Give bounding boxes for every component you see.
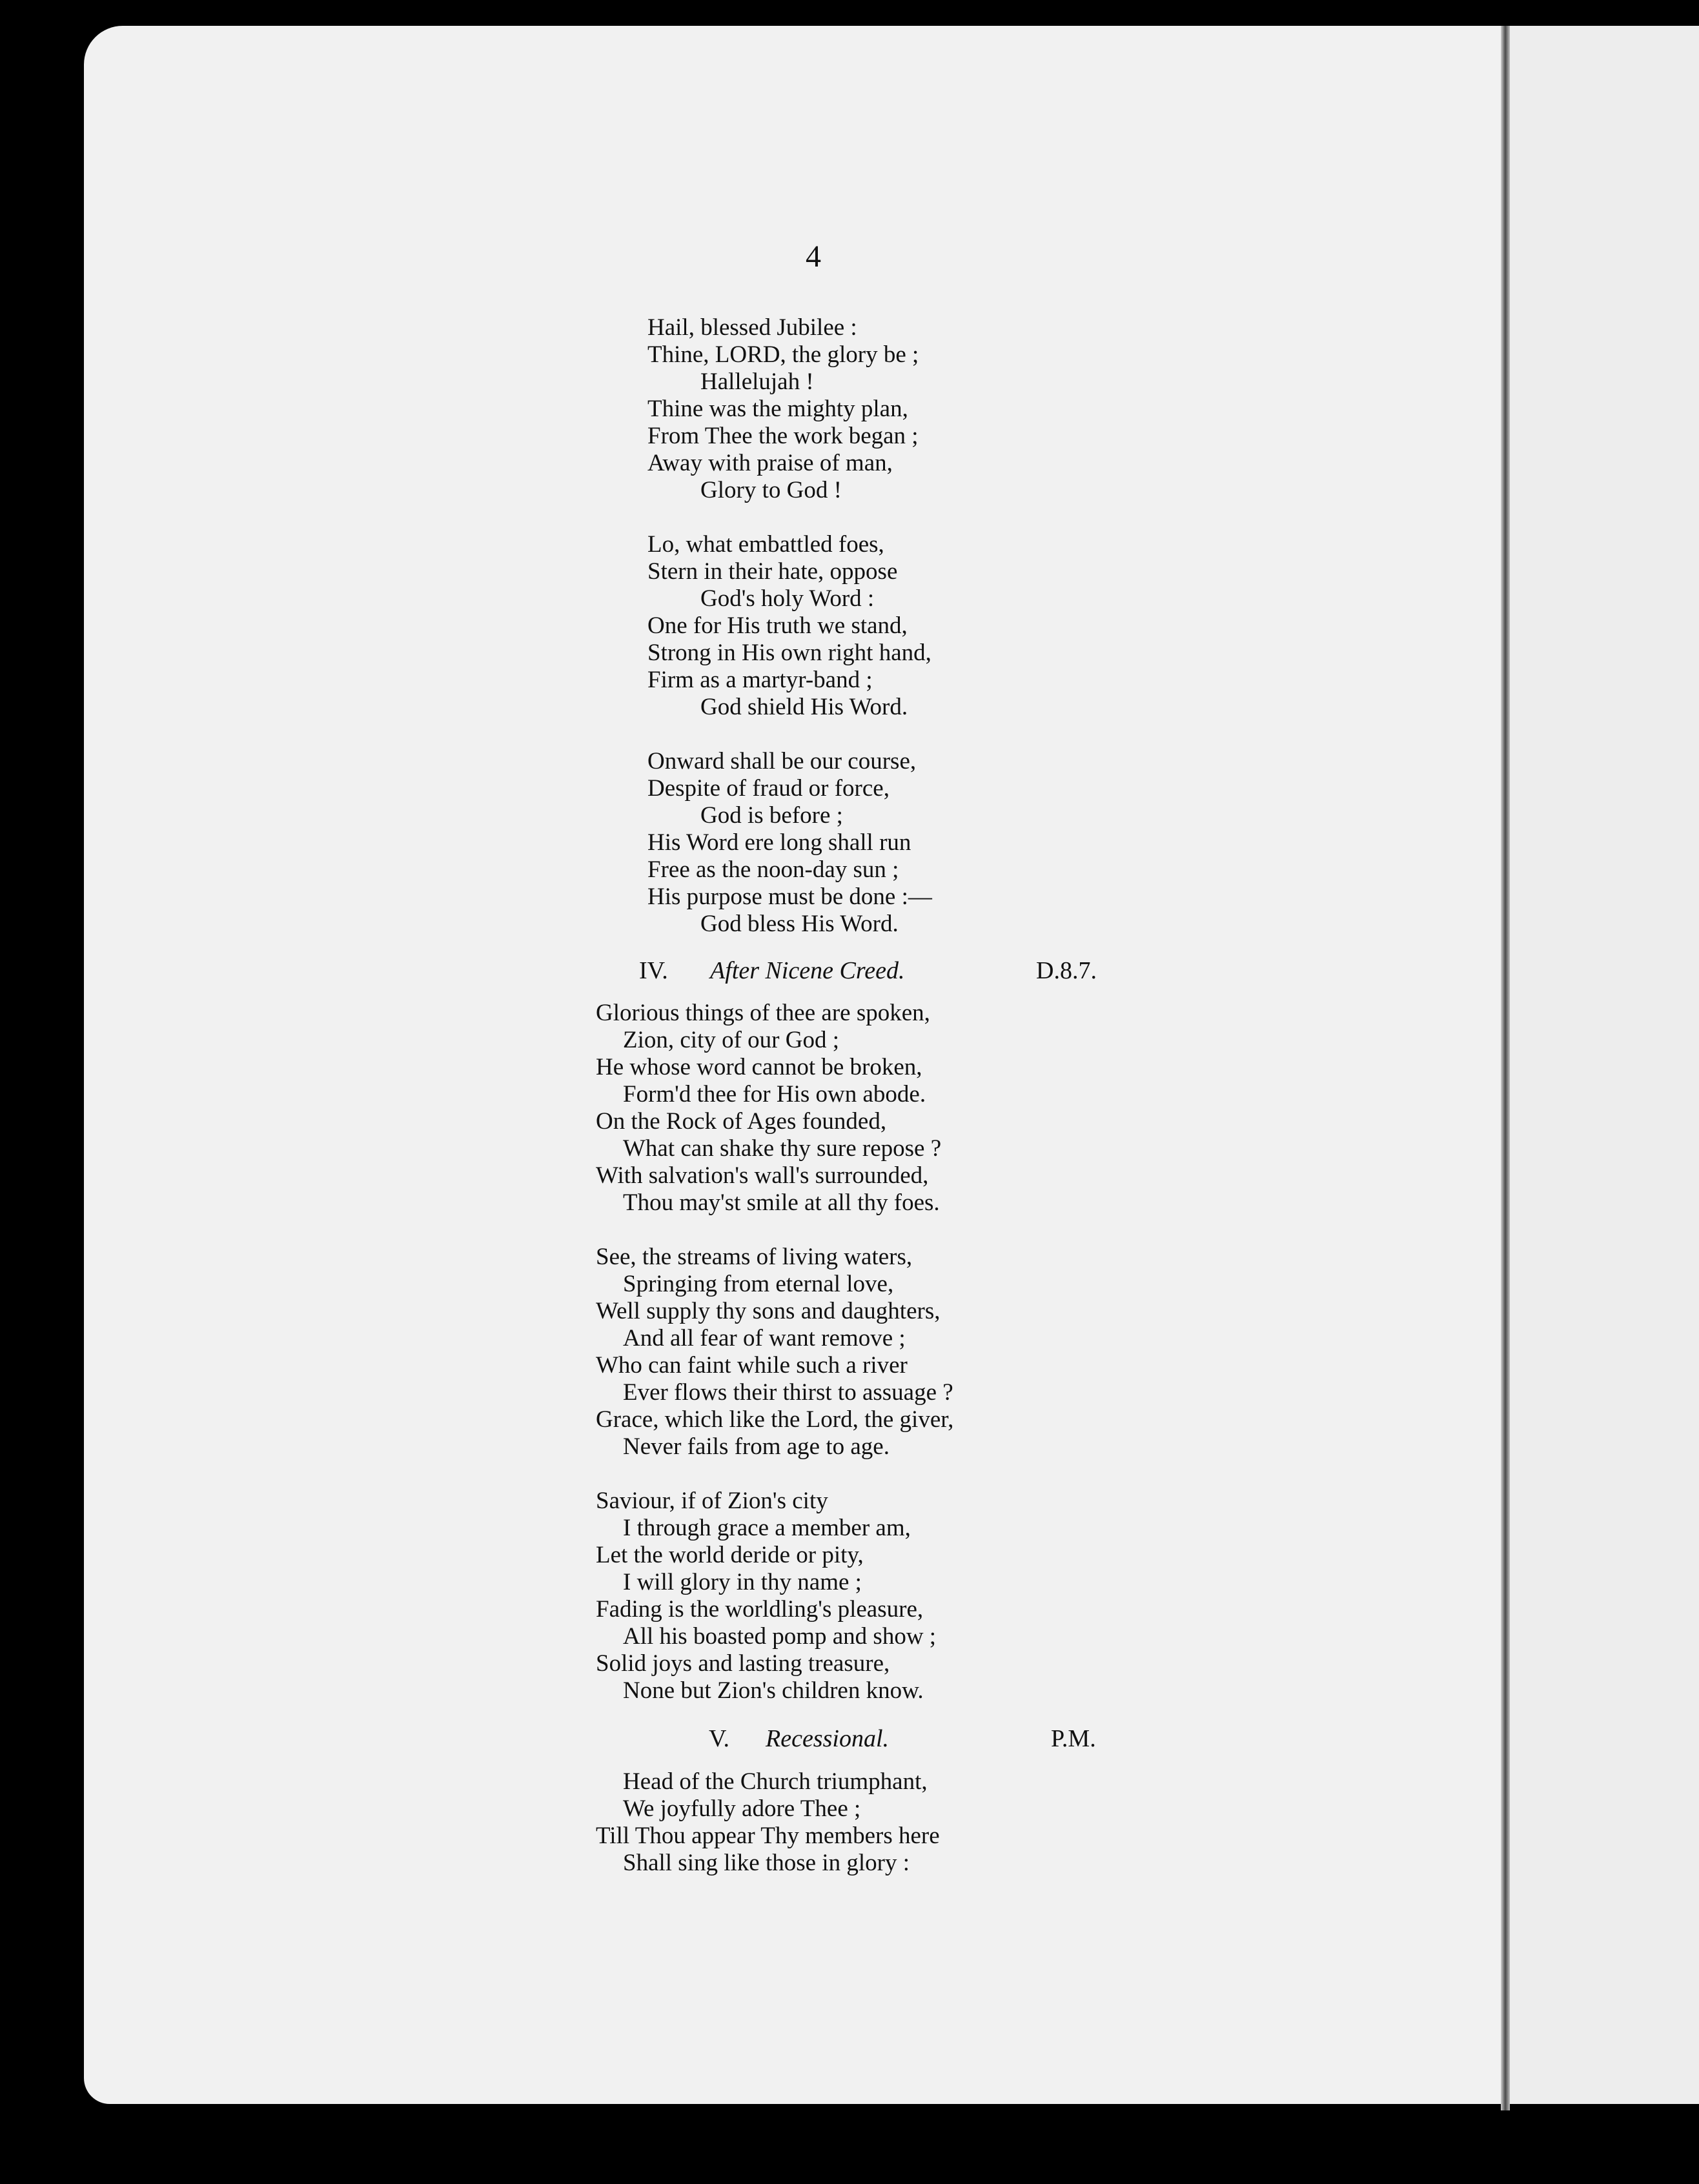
hymn-line: Grace, which like the Lord, the giver, [596,1406,954,1433]
hymn-line: Glorious things of thee are spoken, [596,1000,930,1026]
hymn-line: His purpose must be done :— [647,884,932,910]
hymn-number: V. [709,1725,730,1752]
hymn-line: Zion, city of our God ; [623,1027,840,1053]
hymn-line: Hail, blessed Jubilee : [647,314,857,341]
hymn-line: God bless His Word. [700,911,899,937]
hymn-line: Fading is the worldling's pleasure, [596,1596,924,1623]
hymn-line: Shall sing like those in glory : [623,1850,910,1876]
hymn-line: God shield His Word. [700,694,908,720]
hymn-line: Thine, LORD, the glory be ; [647,341,919,368]
hymn-line: One for His truth we stand, [647,612,908,639]
hymn-line: Never fails from age to age. [623,1433,890,1460]
hymn-meter: P.M. [1051,1725,1096,1752]
hymn-line: See, the streams of living waters, [596,1244,913,1270]
hymn-line: His Word ere long shall run [647,829,911,856]
hymn-title-text: After Nicene Creed. [710,957,905,984]
hymn-line: Who can faint while such a river [596,1352,908,1379]
hymn-line: God is before ; [700,802,843,829]
hymn-line: All his boasted pomp and show ; [623,1623,937,1650]
hymn-line: What can shake thy sure repose ? [623,1135,942,1162]
page-number: 4 [806,239,821,274]
hymn-line: And all fear of want remove ; [623,1325,906,1351]
hymn-line: From Thee the work began ; [647,423,919,449]
hymn-title [710,956,904,985]
hymn-line: Well supply thy sons and daughters, [596,1298,941,1324]
hymn-title-text: Recessional. [766,1725,890,1752]
hymn-line: Free as the noon-day sun ; [647,856,899,883]
hymn-line: Hallelujah ! [700,369,814,395]
hymn-line: With salvation's wall's surrounded, [596,1162,929,1189]
hymn-line: Saviour, if of Zion's city [596,1488,828,1514]
hymn-number: IV. [639,957,668,984]
hymn-line: Head of the Church triumphant, [623,1768,928,1795]
hymn-line: Form'd thee for His own abode. [623,1081,926,1107]
hymn-line: Away with praise of man, [647,450,893,476]
hymn-line: Solid joys and lasting treasure, [596,1650,890,1677]
hymn-line: Onward shall be our course, [647,748,917,774]
hymn-line: God's holy Word : [700,585,875,612]
hymn-line: Firm as a martyr-band ; [647,667,873,693]
hymn-line: None but Zion's children know. [623,1677,924,1704]
hymn-line: Lo, what embattled foes, [647,531,884,558]
hymn-line: Strong in His own right hand, [647,640,931,666]
hymn-line: I through grace a member am, [623,1515,911,1541]
hymn-line: Ever flows their thirst to assuage ? [623,1379,953,1406]
hymn-line: I will glory in thy name ; [623,1569,862,1595]
hymn-line: Thine was the mighty plan, [647,396,908,422]
hymn-line: Let the world deride or pity, [596,1542,864,1568]
hymn-meter: D.8.7. [1036,957,1097,984]
hymn-line: On the Rock of Ages founded, [596,1108,887,1135]
hymn-line: Despite of fraud or force, [647,775,890,802]
hymn-line: Glory to God ! [700,477,842,503]
hymn-line: Springing from eternal love, [623,1271,894,1297]
hymn-line: Stern in their hate, oppose [647,558,898,585]
hymn-line: We joyfully adore Thee ; [623,1795,861,1822]
hymn-line: Thou may'st smile at all thy foes. [623,1189,940,1216]
hymn-title [766,1724,889,1753]
hymn-line: He whose word cannot be broken, [596,1054,922,1080]
hymn-line: Till Thou appear Thy members here [596,1823,940,1849]
